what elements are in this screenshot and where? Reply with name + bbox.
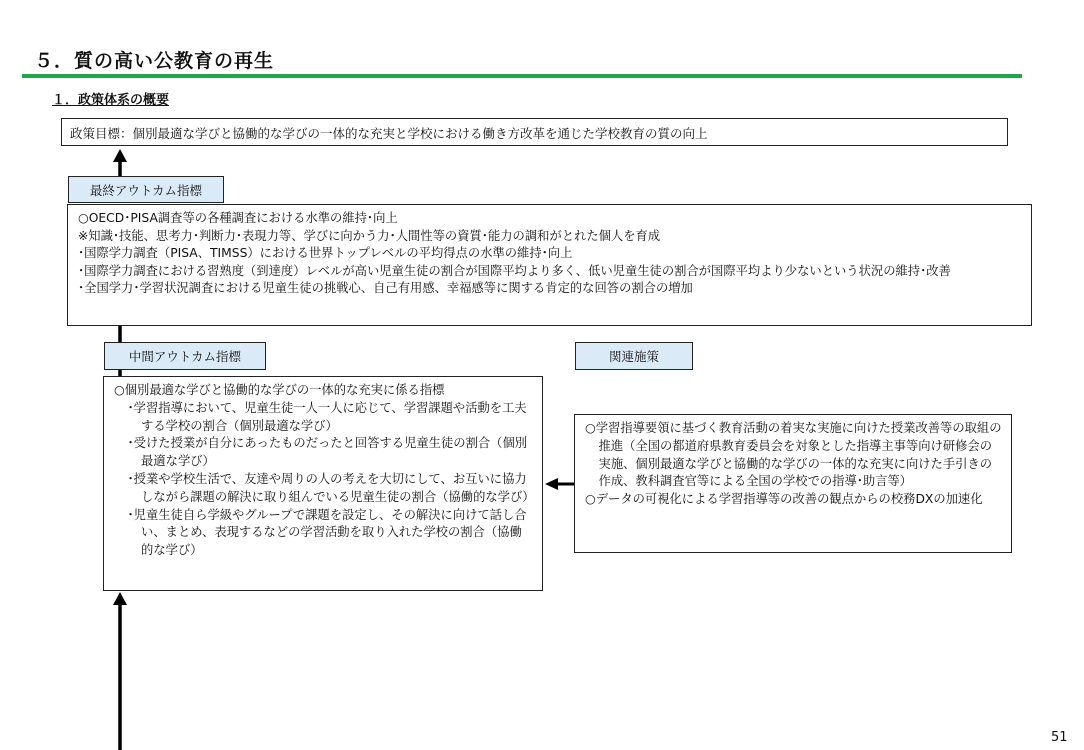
related-measure-item: ○データの可視化による学習指導等の改善の観点からの校務DXの加速化 xyxy=(585,492,983,507)
final-outcome-label xyxy=(68,176,224,203)
related-measures-box xyxy=(574,414,1012,553)
related-measures-label xyxy=(575,342,693,370)
mid-outcome-item: ･学習指導において、児童生徒一人一人に応じて、学習課題や活動を工夫する学校の割合（個別最適な学び） xyxy=(127,400,527,433)
final-outcome-box xyxy=(67,204,1032,326)
page-title: ５．質の高い公教育の再生 xyxy=(34,50,275,72)
mid-outcome-box xyxy=(103,376,543,591)
final-outcome-item: ※知識･技能、思考力･判断力･表現力等、学びに向かう力･人間性等の資質･能力の調和がとれた個人を育成 xyxy=(78,228,661,243)
arrow-bottom-to-mid-head xyxy=(113,592,127,605)
mid-outcome-heading: ○個別最適な学びと協働的な学びの一体的な充実に係る指標 xyxy=(114,383,445,397)
arrow-final-to-goal-head xyxy=(113,149,127,162)
mid-outcome-label-text: 中間アウトカム指標 xyxy=(128,349,242,364)
final-outcome-item: ･全国学力･学習状況調査における児童生徒の挑戦心、自己有用感、幸福感等に関する肯定的な回答の割合の増加 xyxy=(78,281,693,296)
mid-outcome-item: ･児童生徒自ら学級やグループで課題を設定し、その解決に向けて話し合い、まとめ、表現するなどの学習活動を取り入れた学校の割合（協働的な学び） xyxy=(127,507,527,558)
final-outcome-label-text: 最終アウトカム指標 xyxy=(89,182,203,198)
mid-outcome-item: ･受けた授業が自分にあったものだったと回答する児童生徒の割合（個別最適な学び） xyxy=(127,436,528,469)
policy-goal-text: 政策目標：個別最適な学びと協働的な学びの一体的な充実と学校における働き方改革を通じた学校教育の質の向上 xyxy=(70,126,708,141)
mid-outcome-label xyxy=(104,342,266,370)
page-number: 51 xyxy=(1051,730,1068,745)
final-outcome-item: ○OECD･PISA調査等の各種調査における水準の維持･向上 xyxy=(78,211,398,225)
final-outcome-item: ･国際学力調査（PISA、TIMSS）における世界トップレベルの平均得点の水準の維持･向上 xyxy=(78,246,573,261)
related-measure-item: ○学習指導要領に基づく教育活動の着実な実施に向けた授業改善等の取組の推進（全国の都道府県教育委員会を対象とした指導主事等向け研修会の実施、個別最適な学びと協働的な学びの一体的な充実に向けた手引きの作成、教科調査官等による全国の学校での指導･助言等） xyxy=(585,421,1002,489)
related-measures-label-text: 関連施策 xyxy=(608,349,659,364)
section-subtitle: １．政策体系の概要 xyxy=(52,93,170,108)
mid-outcome-item: ･授業や学校生活で、友達や周りの人の考えを大切にして、お互いに協力しながら課題の解決に取り組んでいる児童生徒の割合（協働的な学び） xyxy=(127,471,535,504)
arrow-related-to-mid-head xyxy=(545,478,558,490)
final-outcome-item: ･国際学力調査における習熟度（到達度）レベルが高い児童生徒の割合が国際平均より多く、低い児童生徒の割合が国際平均より少ないという状況の維持･改善 xyxy=(78,263,951,278)
